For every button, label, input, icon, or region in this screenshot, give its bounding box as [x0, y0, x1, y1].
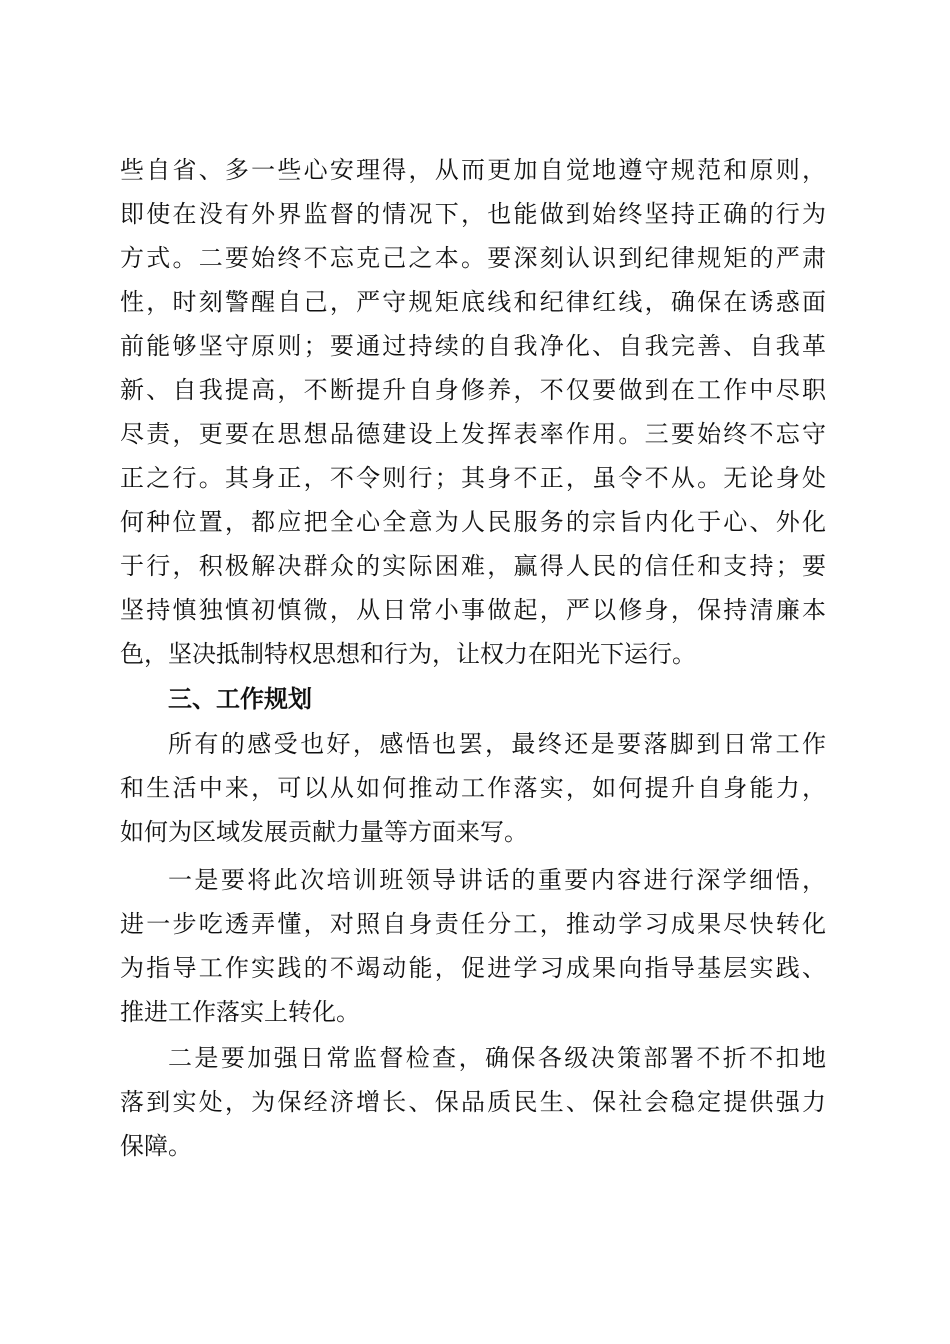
paragraph-3-line-2: 进一步吃透弄懂，对照自身责任分工，推动学习成果尽快转化	[120, 910, 826, 938]
paragraph-3-line-3: 为指导工作实践的不竭动能，促进学习成果向指导基层实践、	[120, 954, 826, 982]
paragraph-4-line-1: 二是要加强日常监督检查，确保各级决策部署不折不扣地	[168, 1044, 826, 1072]
paragraph-1-line-6: 新、自我提高，不断提升自身修养，不仅要做到在工作中尽职	[120, 376, 826, 404]
paragraph-1-line-10: 于行，积极解决群众的实际困难，赢得人民的信任和支持；要	[120, 552, 826, 580]
paragraph-1-line-11: 坚持慎独慎初慎微，从日常小事做起，严以修身，保持清廉本	[120, 596, 826, 624]
paragraph-4-line-2: 落到实处，为保经济增长、保品质民生、保社会稳定提供强力	[120, 1088, 826, 1116]
paragraph-1-line-3: 方式。二要始终不忘克己之本。要深刻认识到纪律规矩的严肃	[120, 244, 826, 272]
paragraph-1-line-2: 即使在没有外界监督的情况下，也能做到始终坚持正确的行为	[120, 200, 826, 228]
paragraph-1-line-9: 何种位置，都应把全心全意为人民服务的宗旨内化于心、外化	[120, 508, 826, 536]
paragraph-1-line-4: 性，时刻警醒自己，严守规矩底线和纪律红线，确保在诱惑面	[120, 288, 826, 316]
paragraph-1-line-12: 色，坚决抵制特权思想和行为，让权力在阳光下运行。	[120, 640, 696, 668]
paragraph-2-line-3: 如何为区域发展贡献力量等方面来写。	[120, 818, 528, 846]
paragraph-1-line-8: 正之行。其身正，不令则行；其身不正，虽令不从。无论身处	[120, 464, 826, 492]
paragraph-3-line-1: 一是要将此次培训班领导讲话的重要内容进行深学细悟，	[168, 866, 826, 894]
paragraph-4-line-3: 保障。	[120, 1132, 192, 1160]
paragraph-2-line-2: 和生活中来，可以从如何推动工作落实，如何提升自身能力，	[120, 774, 826, 802]
paragraph-1-line-1: 些自省、多一些心安理得，从而更加自觉地遵守规范和原则，	[120, 156, 826, 184]
paragraph-1-line-7: 尽责，更要在思想品德建设上发挥表率作用。三要始终不忘守	[120, 420, 826, 448]
paragraph-2-line-1: 所有的感受也好，感悟也罢，最终还是要落脚到日常工作	[168, 730, 826, 758]
section-heading: 三、工作规划	[168, 685, 312, 713]
paragraph-3-line-4: 推进工作落实上转化。	[120, 998, 360, 1026]
paragraph-1-line-5: 前能够坚守原则；要通过持续的自我净化、自我完善、自我革	[120, 332, 826, 360]
